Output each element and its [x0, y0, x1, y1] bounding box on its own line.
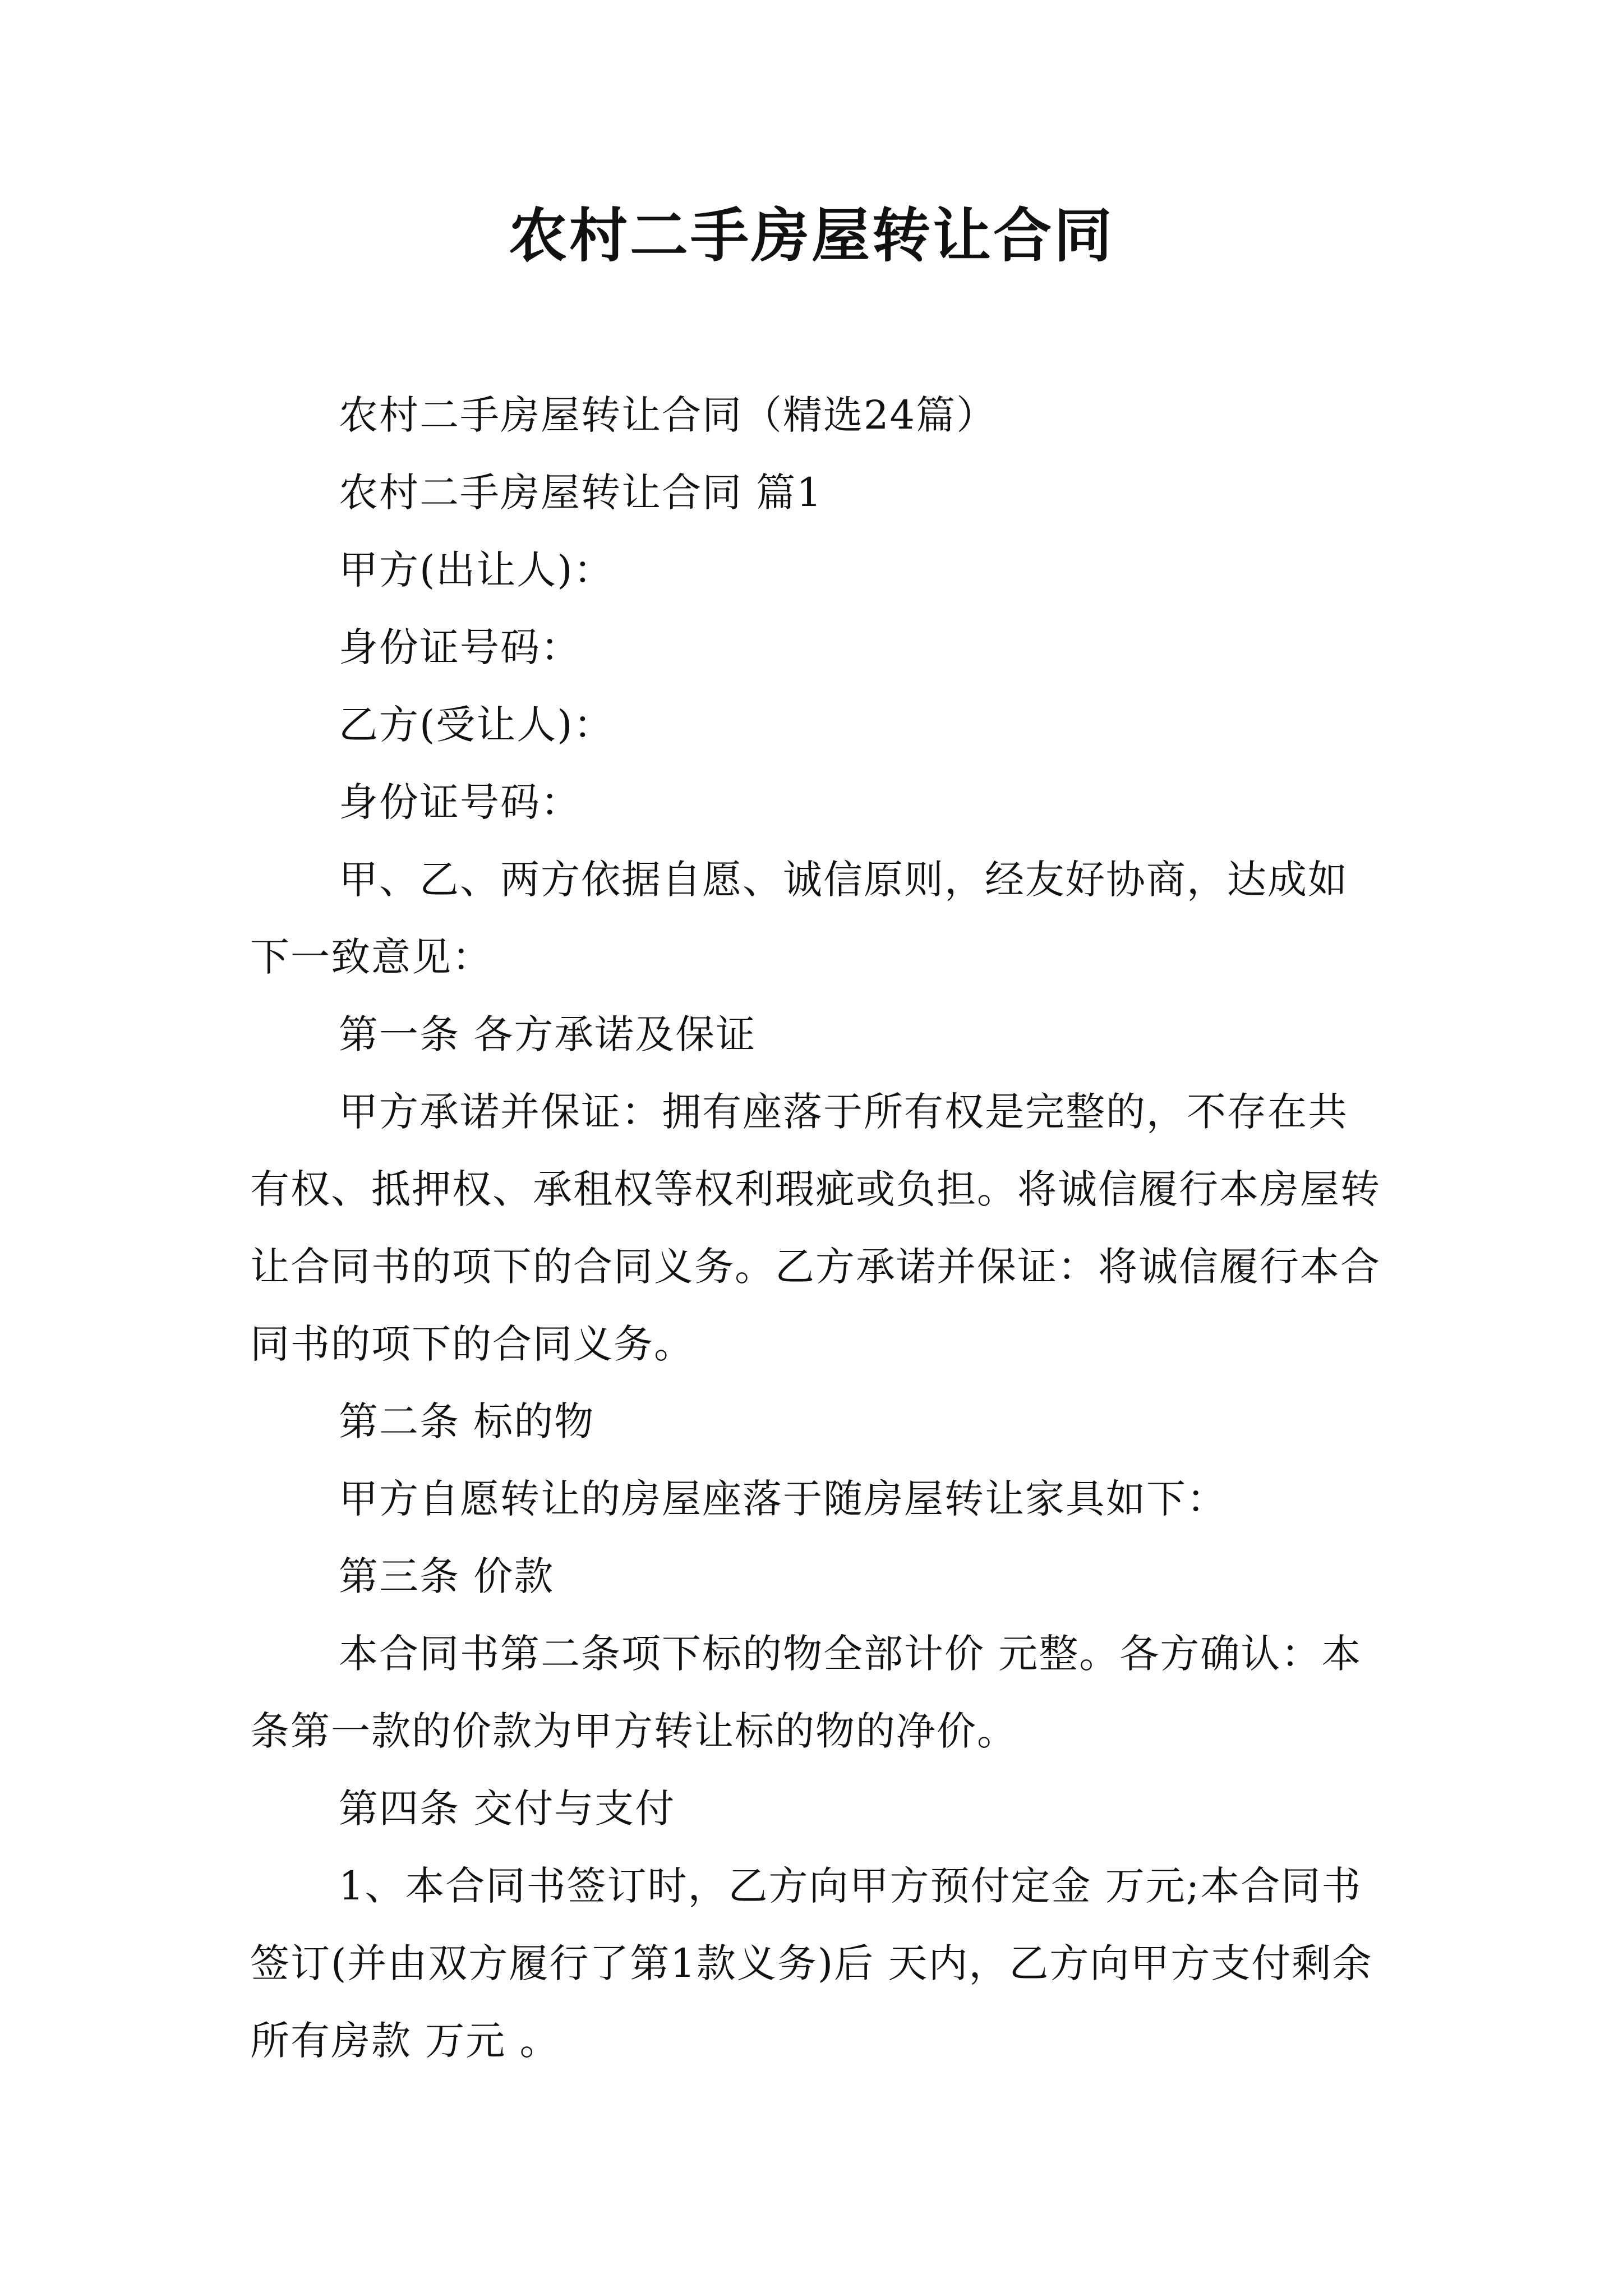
article-4-clause-1: 1、本合同书签订时，乙方向甲方预付定金 万元;本合同书签订(并由双方履行了第1款义务)后 天内，乙方向甲方支付剩余所有房款 万元 。 — [250, 1863, 1373, 2064]
party-a-id-line: 身份证号码： — [339, 624, 581, 670]
article-2-heading: 第二条 标的物 — [339, 1398, 595, 1444]
document-title: 农村二手房屋转让合同 — [508, 201, 1114, 270]
party-b-line: 乙方(受让人)： — [339, 702, 614, 748]
agreement-intro-paragraph: 甲、乙、两方依据自愿、诚信原则，经友好协商，达成如下一致意见： — [250, 857, 1348, 980]
party-b-id-line: 身份证号码： — [339, 779, 581, 825]
party-a-line: 甲方(出让人)： — [339, 547, 614, 593]
section-heading: 农村二手房屋转让合同 篇1 — [339, 470, 823, 516]
article-3-heading: 第三条 价款 — [339, 1553, 555, 1599]
article-1-heading: 第一条 各方承诺及保证 — [339, 1011, 757, 1057]
article-3-paragraph: 本合同书第二条项下标的物全部计价 元整。各方确认：本条第一款的价款为甲方转让标的物的净价。 — [250, 1631, 1362, 1754]
article-1-paragraph: 甲方承诺并保证：拥有座落于所有权是完整的，不存在共有权、抵押权、承租权等权利瑕疵或负担。将诚信履行本房屋转让合同书的项下的合同义务。乙方承诺并保证：将诚信履行本合同书的项下的合同义务。 — [250, 1089, 1381, 1367]
document-body — [250, 376, 1383, 2079]
article-2-paragraph: 甲方自愿转让的房屋座落于随房屋转让家具如下： — [339, 1476, 1227, 1522]
subtitle-paragraph: 农村二手房屋转让合同（精选24篇） — [339, 392, 997, 438]
article-4-heading: 第四条 交付与支付 — [339, 1786, 676, 1832]
